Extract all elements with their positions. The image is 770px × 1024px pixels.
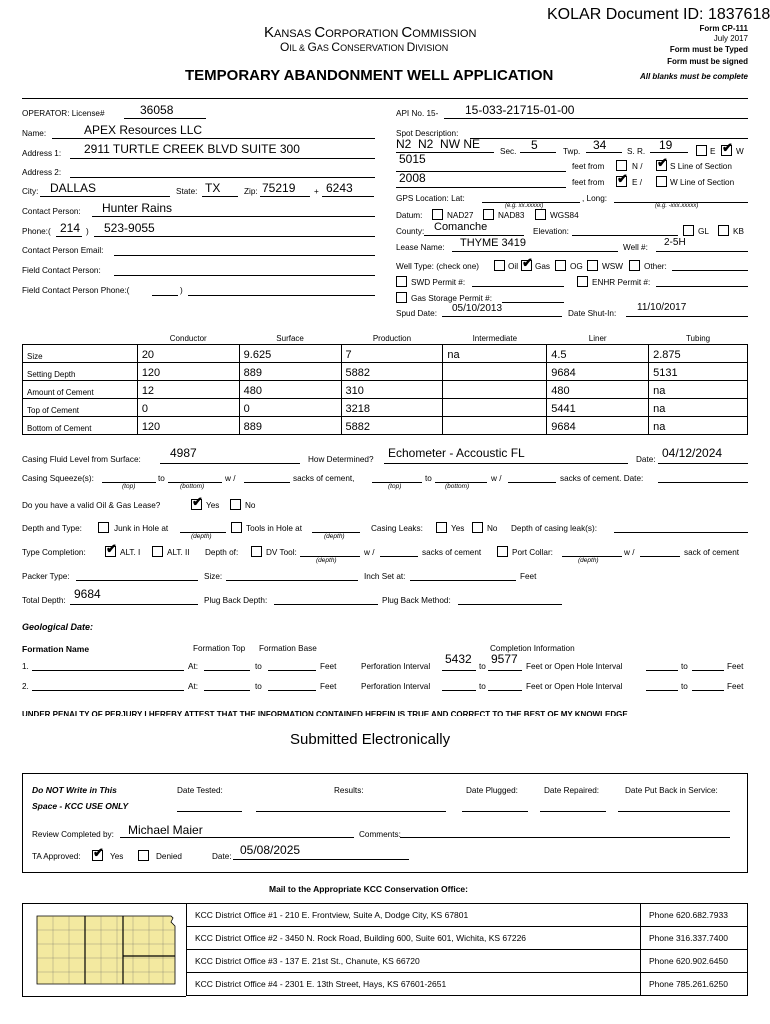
submitted-electronically: Submitted Electronically [290,731,451,748]
casing-cell[interactable]: 2.875 [649,344,748,362]
geo-row1-at: At: [188,662,199,671]
spud-label: Spud Date: [396,309,437,318]
field-contact-label: Field Contact Person: [22,266,101,275]
office-phone: Phone 620.682.7933 [641,904,748,927]
elevation-label: Elevation: [533,227,569,236]
packer-size: Size: [204,572,223,581]
port-sacks: sack of cement [684,548,740,557]
zip-value[interactable]: 75219 [262,181,296,195]
enhr-checkbox[interactable] [577,276,588,287]
twp-value[interactable]: 34 [593,138,607,152]
penalty-text: UNDER PENALTY OF PERJURY I HEREBY ATTEST THAT THE INFORMATION CONTAINED HEREIN IS TRUE AND CORRECT TO THE BEST OF MY KNOWLEDGE [22,710,628,716]
casing-row-label: Setting Depth [23,362,138,380]
email-label: Contact Person Email: [22,246,104,255]
zip4-value[interactable]: 6243 [326,181,353,195]
spot-label: Spot Description: [396,129,459,138]
api-value[interactable]: 15-033-21715-01-00 [465,103,575,117]
casing-cell[interactable]: na [649,380,748,398]
casing-cell[interactable]: na [443,344,547,362]
wgs84-checkbox[interactable] [535,209,546,220]
datum-label: Datum: [396,211,423,220]
total-depth-value[interactable]: 9684 [74,587,101,601]
api-label: API No. 15- [396,109,439,118]
lease-no-checkbox[interactable] [230,499,241,510]
total-depth-label: Total Depth: [22,596,66,605]
tools-label: Tools in Hole at [246,524,302,533]
contact-value[interactable]: Hunter Rains [102,201,173,215]
packer-label: Packer Type: [22,572,70,581]
spud-value[interactable]: 05/10/2013 [452,303,503,314]
div-ivision: IVISION [415,43,449,53]
lease-yes-check-icon: ✔ [192,494,203,509]
kansas-map-icon [23,904,187,998]
license-label: OPERATOR: License# [22,109,105,118]
casing-row-label: Top of Cement [23,398,138,416]
geo-row1-feet: Feet [320,662,337,671]
og-checkbox[interactable] [555,260,566,271]
welltype-label: Well Type: (check one) [396,262,479,271]
w2-checkbox[interactable] [656,176,667,187]
kolar-id: KOLAR Document ID: 1837618 [547,6,770,23]
field-phone-paren: ) [180,286,183,295]
casing-row-label: Size [23,344,138,362]
agency-name [264,24,476,41]
swd-label: SWD Permit #: [411,278,466,287]
how-value[interactable]: Echometer - Accoustic FL [388,446,525,460]
wellno-value[interactable]: 2-5H [664,237,686,248]
other-checkbox[interactable] [629,260,640,271]
gasst-label: Gas Storage Permit #: [411,294,492,303]
squeeze-top: (top) [122,483,136,490]
office-row [187,904,748,927]
casing-cell[interactable] [443,398,547,416]
geo-row1-or: Feet or Open Hole Interval [526,662,623,671]
city-value[interactable]: DALLAS [50,181,97,195]
tools-depth: (depth) [324,533,345,540]
agency-ansas: ANSAS [274,28,315,40]
phone-value[interactable]: 523-9055 [104,221,155,235]
lease-no-label: No [245,501,256,510]
casing-cell[interactable]: 0 [137,398,239,416]
leak-depth-label: Depth of casing leak(s): [511,524,598,533]
depthof-label: Depth of: [205,548,239,557]
casing-cell[interactable]: 4.5 [547,344,649,362]
s-line-label: S Line of Section [670,162,732,171]
how-label: How Determined? [308,455,374,464]
oil-checkbox[interactable] [494,260,505,271]
eg-long: (e.g. -xxx.xxxxx) [655,203,699,209]
completion-info-header: Completion Information [490,644,575,653]
casing-cell[interactable]: 5882 [341,362,443,380]
perf-top-value[interactable]: 5432 [445,652,472,666]
date-back-label: Date Put Back in Service: [625,786,718,795]
packer-feet: Feet [520,572,537,581]
squeeze-to2: to [425,474,432,483]
lease-label: Lease Name: [396,243,445,252]
address1-label: Address 1: [22,149,62,158]
formation-base-header: Formation Base [259,644,317,653]
geo-row1-perf: Perforation Interval [361,662,431,671]
reviewer-value[interactable]: Michael Maier [128,823,203,837]
plug-back-depth: Plug Back Depth: [204,596,268,605]
field-phone-label: Field Contact Person Phone:( [22,286,130,295]
fluid-value[interactable]: 4987 [170,446,197,460]
twp-label: Twp. [563,147,581,156]
spot-4[interactable]: NE [463,137,481,151]
tools-checkbox[interactable] [231,522,242,533]
mail-table [186,903,748,996]
casing-row [23,416,748,434]
geo-title: Geological Date: [22,622,94,632]
form-blanks: All blanks must be complete [639,72,748,81]
squeeze-bottom2: (bottom) [445,483,470,490]
contact-label: Contact Person: [22,207,81,216]
plug-back-method: Plug Back Method: [382,596,451,605]
e2-label: E / [632,178,643,187]
kb-label: KB [733,227,744,236]
office-phone: Phone 620.902.6450 [641,950,748,973]
squeeze-top2: (top) [388,483,402,490]
casing-row [23,344,748,362]
mail-title: Mail to the Appropriate KCC Conservation Office: [269,884,468,894]
division-name [280,40,448,54]
office-address: KCC District Office #4 - 2301 E. 13th Street, Hays, KS 67601-2651 [187,973,641,996]
nad27-checkbox[interactable] [432,209,443,220]
casing-header-intermediate: Intermediate [443,330,547,344]
casing-cell[interactable] [443,416,547,434]
squeeze-label: Casing Squeeze(s): [22,474,94,483]
address1-value[interactable]: 2911 TURTLE CREEK BLVD SUITE 300 [84,142,300,156]
nad27-label: NAD27 [447,211,474,220]
wellno-label: Well #: [623,243,648,252]
zip-label: Zip: [244,187,258,196]
div-d: D [406,40,416,54]
state-value[interactable]: TX [205,181,221,195]
casing-cell[interactable]: 7 [341,344,443,362]
ta-denied-label: Denied [156,852,182,861]
geo-row1-to: to [255,662,262,671]
geo-row2-perf: Perforation Interval [361,682,431,691]
sec-label: Sec. [500,147,517,156]
date-repaired-label: Date Repaired: [544,786,600,795]
div-onservation: ONSERVATION [340,43,407,53]
ew-feet-value[interactable]: 2008 [399,171,426,185]
review-label: Review Completed by: [32,830,114,839]
results-label: Results: [334,786,364,795]
squeeze-to: to [158,474,165,483]
wsw-checkbox[interactable] [587,260,598,271]
county-value[interactable]: Comanche [434,221,488,233]
casing-cell[interactable]: 480 [239,380,341,398]
lease-question: Do you have a valid Oil & Gas Lease? [22,501,161,510]
form-date: July 2017 [713,34,748,43]
name-label: Name: [22,129,47,138]
phone-paren: ) [86,227,89,236]
area-code[interactable]: 214 [60,221,81,235]
spot-1[interactable]: N2 [396,137,412,151]
agency-c: C [314,24,326,41]
casing-row-label: Bottom of Cement [23,416,138,434]
leaks-yes-checkbox[interactable] [436,522,447,533]
casing-row [23,362,748,380]
eg-lat: (e.g. xx.xxxxx) [505,203,544,209]
shutin-label: Date Shut-In: [568,309,617,318]
ns-feet-value[interactable]: 5015 [399,152,426,166]
ta-date-value[interactable]: 05/08/2025 [240,843,301,857]
wgs84-label: WGS84 [550,211,579,220]
form-typed: Form must be Typed [669,45,748,54]
w-check-icon: ✔ [722,140,733,155]
div-g: G [307,40,317,54]
office-row [187,973,748,996]
w-label: W [736,147,744,156]
depth-type-label: Depth and Type: [22,524,82,533]
date-tested-label: Date Tested: [177,786,223,795]
div-il: IL & [289,43,308,53]
office-address: KCC District Office #1 - 210 E. Frontview, Suite A, Dodge City, KS 67801 [187,904,641,927]
casing-header-liner: Liner [547,330,649,344]
leaks-no-label: No [487,524,498,533]
nad83-checkbox[interactable] [483,209,494,220]
squeeze-sacks2: sacks of cement. Date: [560,474,644,483]
leaks-yes-label: Yes [451,524,465,533]
geo-row2-num: 2. [22,682,29,691]
spot-values[interactable] [396,137,480,151]
geo-row2-ohi-feet: Feet [727,682,744,691]
alt2-checkbox[interactable] [152,546,163,557]
casing-cell[interactable] [443,362,547,380]
casing-cell[interactable]: 889 [239,362,341,380]
casing-cell[interactable]: 5131 [649,362,748,380]
casing-header-row [23,330,748,344]
casing-cell[interactable] [443,380,547,398]
page-title: TEMPORARY ABANDONMENT WELL APPLICATION [185,67,554,84]
comments-label: Comments: [359,830,401,839]
wsw-label: WSW [602,262,623,271]
casing-row [23,380,748,398]
casing-header-blank [23,330,138,344]
geo-row2-feet: Feet [320,682,337,691]
port-label: Port Collar: [512,548,553,557]
casing-cell[interactable]: 9.625 [239,344,341,362]
lease-yes-label: Yes [206,501,220,510]
shutin-value[interactable]: 11/10/2017 [637,302,687,313]
gas-check-icon: ✔ [522,255,533,270]
gasst-checkbox[interactable] [396,292,407,303]
gps-label: GPS Location: Lat: [396,194,465,203]
do-not-write: Do NOT Write in This [32,785,117,795]
n-checkbox[interactable] [616,160,627,171]
agency-c2: C [401,24,413,41]
alt1-label: ALT. I [120,548,141,557]
casing-header-conductor: Conductor [137,330,239,344]
gas-label: Gas [535,262,551,271]
form-signed: Form must be signed [667,57,748,66]
ta-date-label: Date: [212,852,232,861]
e2-check-icon: ✔ [617,171,628,186]
gl-label: GL [698,227,709,236]
junk-label: Junk in Hole at [114,524,169,533]
squeeze-sacks: sacks of cement, [293,474,355,483]
fluid-label: Casing Fluid Level from Surface: [22,455,141,464]
form-id: Form CP-111 [699,24,748,33]
office-phone: Phone 316.337.7400 [641,927,748,950]
enhr-label: ENHR Permit #: [592,278,651,287]
state-label: State: [176,187,198,196]
dv-checkbox[interactable] [251,546,262,557]
lease-value[interactable]: THYME 3419 [460,237,527,249]
casing-cell[interactable]: 3218 [341,398,443,416]
address2-label: Address 2: [22,168,62,177]
office-address: KCC District Office #3 - 137 E. 21st St., Chanute, KS 66720 [187,950,641,973]
zip-plus: + [314,187,319,196]
nad83-label: NAD83 [498,211,525,220]
port-checkbox[interactable] [497,546,508,557]
long-label: , Long: [582,194,608,203]
casing-row [23,398,748,416]
casing-header-surface: Surface [239,330,341,344]
squeeze-w: w / [225,474,236,483]
office-row [187,927,748,950]
geo-row1-num: 1. [22,662,29,671]
name-value[interactable]: APEX Resources LLC [84,123,203,137]
ta-yes-label: Yes [110,852,124,861]
geo-row2-or: Feet or Open Hole Interval [526,682,623,691]
s-check-icon: ✔ [657,155,668,170]
dv-label: DV Tool: [266,548,297,557]
agency-k: K [264,24,275,41]
phone-label: Phone:( [22,227,51,236]
feet-from-ns: feet from [572,162,605,171]
feet-from-ew: feet from [572,178,605,187]
license-value[interactable]: 36058 [140,103,174,117]
casing-cell[interactable]: 9684 [547,362,649,380]
agency-ommission: OMMISSION [412,28,477,40]
dv-depth: (depth) [316,557,337,564]
og-label: OG [570,262,583,271]
other-label: Other: [644,262,667,271]
geo-row1-ohi-to: to [681,662,688,671]
div-c: C [331,40,341,54]
alt2-label: ALT. II [167,548,190,557]
formation-top-header: Formation Top [193,644,246,653]
e-label: E [710,147,716,156]
casing-cell[interactable]: 310 [341,380,443,398]
completion-label: Type Completion: [22,548,86,557]
geo-row1-perf-to: to [479,662,486,671]
squeeze-bottom: (bottom) [180,483,205,490]
casing-cell[interactable]: 20 [137,344,239,362]
sec-value[interactable]: 5 [531,138,538,152]
dv-sacks: sacks of cement [422,548,482,557]
fluid-date-label: Date: [636,455,656,464]
casing-cell[interactable]: 889 [239,416,341,434]
casing-cell[interactable]: 12 [137,380,239,398]
formation-name-header: Formation Name [22,644,90,654]
casing-cell[interactable]: 0 [239,398,341,416]
w-line-label: W Line of Section [670,178,735,187]
geo-row1-ohi-feet: Feet [727,662,744,671]
casing-header-tubing: Tubing [649,330,748,344]
geo-row2-perf-to: to [479,682,486,691]
port-depth: (depth) [578,557,599,564]
fluid-date-value[interactable]: 04/12/2024 [662,446,723,460]
office-row [187,950,748,973]
geo-row2-at: At: [188,682,199,691]
casing-cell[interactable]: na [649,398,748,416]
packer-inch: Inch Set at: [364,572,406,581]
casing-cell[interactable]: 120 [137,362,239,380]
casing-cell[interactable]: 5882 [341,416,443,434]
casing-header-production: Production [341,330,443,344]
gl-checkbox[interactable] [683,225,694,236]
port-w: w / [624,548,635,557]
ta-yes-check-icon: ✔ [93,845,104,860]
county-label: County: [396,227,425,236]
div-as: AS [316,43,332,53]
spot-2[interactable]: N2 [418,137,434,151]
casing-table [22,330,748,435]
junk-checkbox[interactable] [98,522,109,533]
oil-label: Oil [508,262,519,271]
n-label: N / [632,162,643,171]
leaks-label: Casing Leaks: [371,524,423,533]
office-phone: Phone 785.261.6250 [641,973,748,996]
alt1-check-icon: ✔ [106,541,117,556]
leaks-no-checkbox[interactable] [472,522,483,533]
squeeze-w2: w / [491,474,502,483]
office-address: KCC District Office #2 - 3450 N. Rock Road, Building 600, Suite 601, Wichita, KS 67226 [187,927,641,950]
geo-row2-to: to [255,682,262,691]
casing-cell[interactable]: 5441 [547,398,649,416]
div-o: O [280,40,290,54]
junk-depth: (depth) [191,533,212,540]
ta-approved-label: TA Approved: [32,852,81,861]
ta-denied-checkbox[interactable] [138,850,149,861]
agency-orporation: ORPORATION [325,28,402,40]
kansas-map [22,903,186,997]
e-checkbox[interactable] [696,145,707,156]
rng-value[interactable]: 19 [659,138,673,152]
casing-cell[interactable]: 120 [137,416,239,434]
dv-w: w / [364,548,375,557]
perf-bot-value[interactable]: 9577 [491,652,518,666]
city-label: City: [22,187,39,196]
swd-checkbox[interactable] [396,276,407,287]
casing-cell[interactable]: 480 [547,380,649,398]
date-plugged-label: Date Plugged: [466,786,518,795]
geo-row2-ohi-to: to [681,682,688,691]
casing-cell[interactable]: 9684 [547,416,649,434]
kb-checkbox[interactable] [718,225,729,236]
penalty-clip [22,710,748,716]
sr-label: S. R. [627,147,646,156]
casing-row-label: Amount of Cement [23,380,138,398]
kcc-use-only: Space - KCC USE ONLY [32,801,129,811]
casing-cell[interactable]: na [649,416,748,434]
spot-3[interactable]: NW [440,137,461,151]
